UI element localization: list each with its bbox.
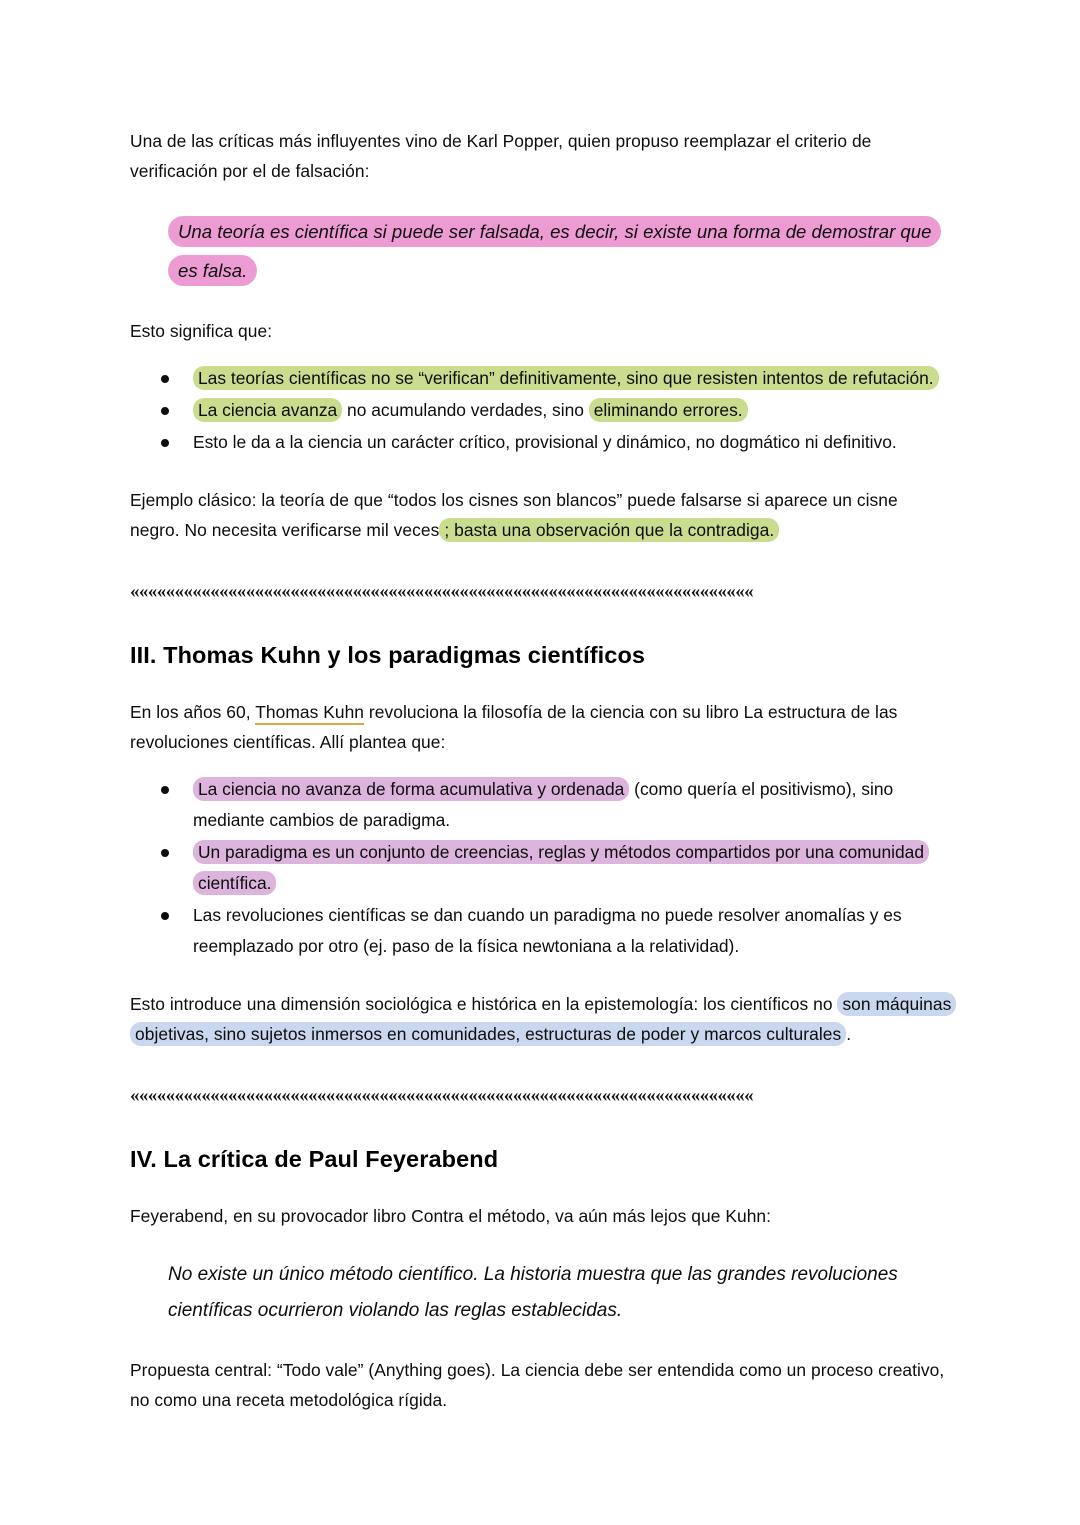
list-item xyxy=(130,427,952,458)
sociologia-paragraph xyxy=(130,989,952,1049)
spacer xyxy=(130,671,952,697)
spacer xyxy=(130,1231,952,1257)
popper-quote-highlight: Una teoría es científica si puede ser falsada, es decir, si existe una forma de demostrar que es falsa. xyxy=(168,216,941,286)
esto-significa-paragraph: Esto significa que: xyxy=(130,321,273,341)
spacer xyxy=(130,963,952,989)
kuhn-intro-lead: En los años 60, xyxy=(130,702,256,722)
bullet-dot-icon xyxy=(161,375,169,383)
spacer xyxy=(130,1049,952,1083)
intro-paragraph: Una de las críticas más influyentes vino de Karl Popper, quien propuso reemplazar el criterio de verificación por el de falsación: xyxy=(130,131,872,181)
spacer xyxy=(130,290,952,316)
bullet-highlight: La ciencia no avanza de forma acumulativa y ordenada xyxy=(193,777,629,801)
kuhn-intro-tail: revoluciona la filosofía de la ciencia con su libro La estructura de las revoluciones científicas. Allí plantea que: xyxy=(130,702,898,752)
ejemplo-highlight: ; basta una observación que la contradiga. xyxy=(439,518,779,542)
bullet-highlight: Un paradigma es un conjunto de creencias, reglas y métodos compartidos por una comunidad científica. xyxy=(193,840,929,895)
list-item xyxy=(130,395,952,426)
section-divider: «««««««««««««««««««««««««««««««««««««««««««««««««««««««««««««««««««««« xyxy=(130,1085,754,1106)
list-item xyxy=(130,774,952,836)
popper-quote xyxy=(130,212,952,290)
sociologia-highlight: son máquinas objetivas, sino sujetos inmersos en comunidades, estructuras de poder y marcos culturales xyxy=(130,992,956,1046)
bullet-dot-icon xyxy=(161,849,169,857)
bullet-dot-icon xyxy=(161,786,169,794)
bullet-text: Las revoluciones científicas se dan cuando un paradigma no puede resolver anomalías y es reemplazado por otro (ej. paso de la física newtoniana a la relatividad). xyxy=(193,905,902,956)
spacer xyxy=(130,605,952,639)
spacer xyxy=(130,1175,952,1201)
feyerabend-closing-paragraph: Propuesta central: “Todo vale” (Anything goes). La ciencia debe ser entendida como un proceso creativo, no como una receta metodológica rígida. xyxy=(130,1360,945,1410)
spacer xyxy=(130,346,952,363)
bullet-text: Esto le da a la ciencia un carácter crítico, provisional y dinámico, no dogmático ni definitivo. xyxy=(193,432,897,452)
spacer xyxy=(130,545,952,579)
bullet-dot-icon xyxy=(161,407,169,415)
bullet-dot-icon xyxy=(161,439,169,447)
bullet-plain-middle: no acumulando verdades, sino xyxy=(342,400,589,420)
spacer xyxy=(130,757,952,774)
section-divider: «««««««««««««««««««««««««««««««««««««««««««««««««««««««««««««««««««««« xyxy=(130,581,754,602)
kuhn-bullet-list xyxy=(130,774,952,962)
heading-kuhn: III. Thomas Kuhn y los paradigmas científicos xyxy=(130,642,646,668)
bullet-highlight: Las teorías científicas no se “verifican” definitivamente, sino que resisten intentos de refutación. xyxy=(193,366,939,390)
ejemplo-plain-text: Ejemplo clásico: la teoría de que “todos los cisnes son blancos” puede falsarse si aparece un cisne negro. No necesita verificarse mil veces xyxy=(130,490,898,540)
popper-bullet-list xyxy=(130,363,952,458)
bullet-plain-after: (como quería el positivismo), sino mediante cambios de paradigma. xyxy=(193,779,894,830)
spacer xyxy=(130,186,952,212)
bullet-highlight-second: eliminando errores. xyxy=(589,398,748,422)
feyerabend-intro-paragraph: Feyerabend, en su provocador libro Contra el método, va aún más lejos que Kuhn: xyxy=(130,1206,772,1226)
sociologia-lead: Esto introduce una dimensión sociológica e histórica en la epistemología: los científicos no xyxy=(130,994,838,1014)
heading-feyerabend: IV. La crítica de Paul Feyerabend xyxy=(130,1146,499,1172)
sociologia-tail: . xyxy=(846,1024,852,1044)
bullet-dot-icon xyxy=(161,912,169,920)
list-item xyxy=(130,900,952,962)
feyerabend-quote: No existe un único método científico. La historia muestra que las grandes revoluciones científicas ocurrieron violando las reglas establecidas. xyxy=(168,1264,898,1321)
document-content xyxy=(130,126,952,1415)
kuhn-intro-paragraph xyxy=(130,697,952,757)
spacer xyxy=(130,1329,952,1355)
bullet-highlight-first: La ciencia avanza xyxy=(193,398,342,422)
list-item xyxy=(130,363,952,394)
thomas-kuhn-link[interactable]: Thomas Kuhn xyxy=(255,702,364,725)
spacer xyxy=(130,459,952,485)
spacer xyxy=(130,1109,952,1143)
list-item xyxy=(130,837,952,899)
ejemplo-clasico-paragraph xyxy=(130,485,952,545)
